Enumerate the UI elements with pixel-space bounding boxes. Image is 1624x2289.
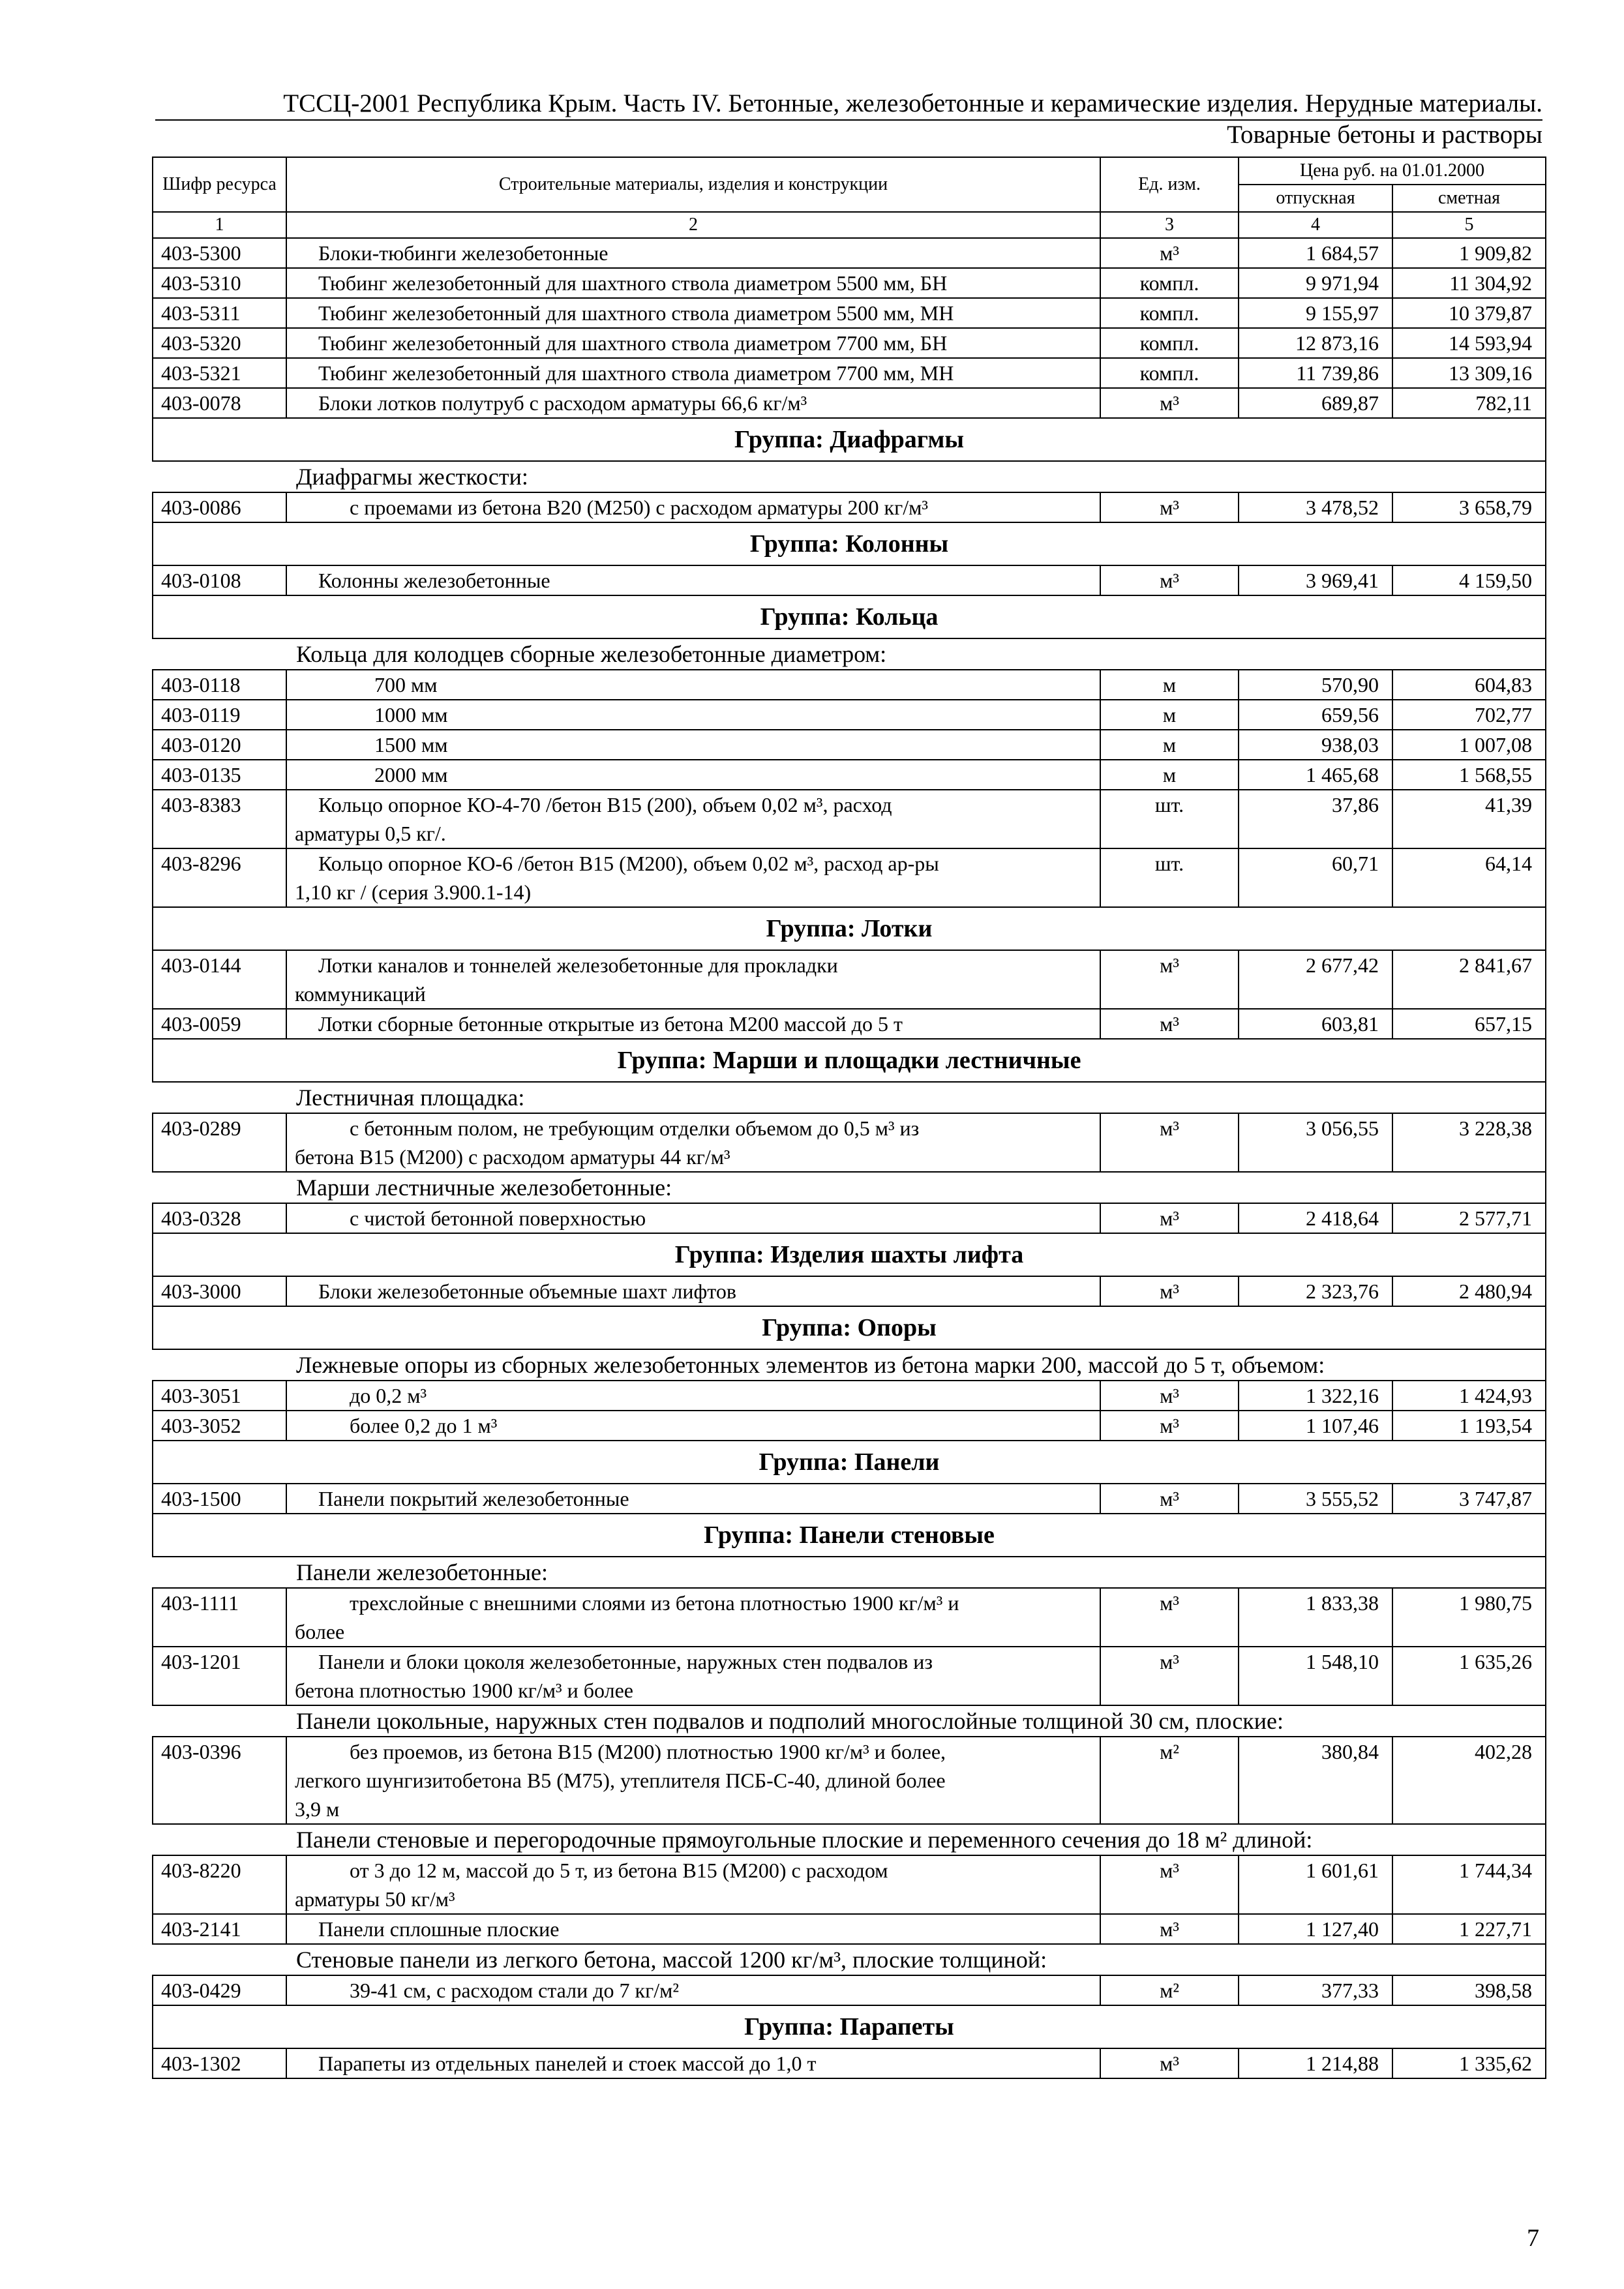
estimate-price: 702,77: [1392, 700, 1546, 730]
release-price: 1 322,16: [1239, 1381, 1392, 1411]
release-price: 1 833,38: [1239, 1588, 1392, 1647]
material-name: [286, 238, 1100, 268]
unit-cell: компл.: [1100, 268, 1239, 298]
unit-cell: м³: [1100, 565, 1239, 595]
group-title: Группа: Панели стеновые: [153, 1514, 1546, 1557]
material-name: [286, 298, 1100, 328]
resource-code: 403-1201: [153, 1647, 286, 1705]
col-number: 3: [1100, 212, 1239, 238]
subheading-text: Панели цокольные, наружных стен подвалов и подполий многослойные толщиной 30 см, плоские:: [153, 1705, 1546, 1737]
estimate-price: 2 577,71: [1392, 1203, 1546, 1233]
col-header-name: Строительные материалы, изделия и конструкции: [286, 157, 1100, 212]
table-row: [153, 238, 1546, 268]
resource-code: 403-8383: [153, 790, 286, 848]
release-price: 938,03: [1239, 730, 1392, 760]
release-price: 60,71: [1239, 848, 1392, 907]
material-name-line: Парапеты из отдельных панелей и стоек массой до 1,0 т: [318, 2052, 817, 2075]
group-header-row: [153, 1233, 1546, 1276]
resource-code: 403-0429: [153, 1975, 286, 2005]
material-name-line: с проемами из бетона В20 (М250) с расходом арматуры 200 кг/м³: [350, 496, 928, 519]
resource-code: 403-5311: [153, 298, 286, 328]
group-header-row: [153, 1514, 1546, 1557]
unit-cell: м: [1100, 730, 1239, 760]
group-title: Группа: Марши и площадки лестничные: [153, 1039, 1546, 1082]
resource-code: 403-1302: [153, 2048, 286, 2078]
release-price: 3 056,55: [1239, 1113, 1392, 1172]
unit-cell: м: [1100, 700, 1239, 730]
group-header-row: [153, 907, 1546, 950]
material-name-line: более: [295, 1620, 345, 1643]
material-name: [286, 1914, 1100, 1944]
unit-cell: м³: [1100, 238, 1239, 268]
material-name-line: Панели сплошные плоские: [318, 1917, 560, 1941]
release-price: 2 677,42: [1239, 950, 1392, 1009]
material-name-line: 1500 мм: [374, 733, 448, 756]
release-price: 37,86: [1239, 790, 1392, 848]
material-name: [286, 848, 1100, 907]
material-name-line: 3,9 м: [295, 1797, 340, 1821]
material-name: [286, 268, 1100, 298]
resource-code: 403-0328: [153, 1203, 286, 1233]
resource-code: 403-0120: [153, 730, 286, 760]
estimate-price: 14 593,94: [1392, 328, 1546, 358]
unit-cell: м³: [1100, 1914, 1239, 1944]
unit-cell: шт.: [1100, 848, 1239, 907]
material-name-line: с бетонным полом, не требующим отделки объемом до 0,5 м³ из: [350, 1116, 920, 1140]
resource-code: 403-3052: [153, 1411, 286, 1441]
unit-cell: м³: [1100, 1411, 1239, 1441]
unit-cell: м³: [1100, 2048, 1239, 2078]
unit-cell: компл.: [1100, 328, 1239, 358]
table-row: [153, 1737, 1546, 1824]
table-row: [153, 730, 1546, 760]
material-name: [286, 1009, 1100, 1039]
material-name-line: Лотки сборные бетонные открытые из бетона М200 массой до 5 т: [318, 1012, 903, 1036]
release-price: 377,33: [1239, 1975, 1392, 2005]
release-price: 570,90: [1239, 670, 1392, 700]
unit-cell: компл.: [1100, 298, 1239, 328]
resource-code: 403-5321: [153, 358, 286, 388]
material-name-line: Кольцо опорное КО-4-70 /бетон В15 (200), объем 0,02 м³, расход: [318, 793, 892, 816]
group-title: Группа: Лотки: [153, 907, 1546, 950]
estimate-price: 1 744,34: [1392, 1855, 1546, 1914]
subheading-row: [153, 1349, 1546, 1381]
material-name: [286, 1203, 1100, 1233]
unit-cell: м³: [1100, 1484, 1239, 1514]
material-name: [286, 1411, 1100, 1441]
estimate-price: 1 568,55: [1392, 760, 1546, 790]
material-name-line: с чистой бетонной поверхностью: [350, 1206, 646, 1230]
table-row: [153, 1276, 1546, 1306]
material-name: [286, 790, 1100, 848]
material-name: [286, 1113, 1100, 1172]
material-name: [286, 730, 1100, 760]
resource-code: 403-0289: [153, 1113, 286, 1172]
material-name: [286, 670, 1100, 700]
estimate-price: 1 335,62: [1392, 2048, 1546, 2078]
col-header-release: отпускная: [1239, 185, 1392, 212]
resource-code: 403-0396: [153, 1737, 286, 1824]
table-row: [153, 670, 1546, 700]
col-number: 2: [286, 212, 1100, 238]
subheading-text: Лежневые опоры из сборных железобетонных элементов из бетона марки 200, массой до 5 т, объемом:: [153, 1349, 1546, 1381]
subheading-row: [153, 1172, 1546, 1203]
table-row: [153, 1855, 1546, 1914]
col-header-price: Цена руб. на 01.01.2000: [1239, 157, 1546, 185]
unit-cell: м²: [1100, 1975, 1239, 2005]
release-price: 1 107,46: [1239, 1411, 1392, 1441]
unit-cell: шт.: [1100, 790, 1239, 848]
group-title: Группа: Опоры: [153, 1306, 1546, 1349]
estimate-price: 2 480,94: [1392, 1276, 1546, 1306]
unit-cell: м³: [1100, 388, 1239, 418]
release-price: 3 555,52: [1239, 1484, 1392, 1514]
release-price: 3 969,41: [1239, 565, 1392, 595]
estimate-price: 782,11: [1392, 388, 1546, 418]
unit-cell: м³: [1100, 1855, 1239, 1914]
material-name-line: Колонны железобетонные: [318, 569, 550, 592]
section-title: Товарные бетоны и растворы: [1227, 121, 1542, 149]
estimate-price: 4 159,50: [1392, 565, 1546, 595]
release-price: 1 548,10: [1239, 1647, 1392, 1705]
material-name-line: Блоки лотков полутруб с расходом арматуры 66,6 кг/м³: [318, 391, 807, 415]
subheading-text: Марши лестничные железобетонные:: [153, 1172, 1546, 1203]
resource-code: 403-8296: [153, 848, 286, 907]
estimate-price: 1 227,71: [1392, 1914, 1546, 1944]
material-name: [286, 492, 1100, 522]
material-name: [286, 358, 1100, 388]
unit-cell: м³: [1100, 1276, 1239, 1306]
release-price: 12 873,16: [1239, 328, 1392, 358]
estimate-price: 657,15: [1392, 1009, 1546, 1039]
group-header-row: [153, 2005, 1546, 2048]
material-name: [286, 760, 1100, 790]
unit-cell: м: [1100, 760, 1239, 790]
release-price: 11 739,86: [1239, 358, 1392, 388]
group-title: Группа: Диафрагмы: [153, 418, 1546, 461]
estimate-price: 64,14: [1392, 848, 1546, 907]
resource-code: 403-0059: [153, 1009, 286, 1039]
material-name: [286, 1975, 1100, 2005]
resource-code: 403-8220: [153, 1855, 286, 1914]
release-price: 9 971,94: [1239, 268, 1392, 298]
running-header: ТССЦ-2001 Республика Крым. Часть IV. Бетонные, железобетонные и керамические изделия. Нерудные материалы.: [283, 89, 1542, 117]
material-name: [286, 1381, 1100, 1411]
material-name-line: Блоки железобетонные объемные шахт лифтов: [318, 1279, 736, 1303]
material-name-line: до 0,2 м³: [350, 1384, 427, 1407]
material-name: [286, 1484, 1100, 1514]
table-row: [153, 565, 1546, 595]
release-price: 2 323,76: [1239, 1276, 1392, 1306]
material-name: [286, 565, 1100, 595]
table-row: [153, 1647, 1546, 1705]
table-row: [153, 1588, 1546, 1647]
resource-code: 403-0119: [153, 700, 286, 730]
unit-cell: м³: [1100, 1381, 1239, 1411]
material-name-line: от 3 до 12 м, массой до 5 т, из бетона В15 (М200) с расходом: [350, 1859, 888, 1882]
estimate-price: 604,83: [1392, 670, 1546, 700]
release-price: 9 155,97: [1239, 298, 1392, 328]
material-name-line: Лотки каналов и тоннелей железобетонные для прокладки: [318, 953, 838, 977]
estimate-price: 3 658,79: [1392, 492, 1546, 522]
col-number: 4: [1239, 212, 1392, 238]
table-row: [153, 358, 1546, 388]
table-row: [153, 1113, 1546, 1172]
material-name: [286, 1855, 1100, 1914]
table-row: [153, 388, 1546, 418]
estimate-price: 13 309,16: [1392, 358, 1546, 388]
col-header-estimate: сметная: [1392, 185, 1546, 212]
subheading-row: [153, 1082, 1546, 1113]
resource-code: 403-0135: [153, 760, 286, 790]
estimate-price: 3 228,38: [1392, 1113, 1546, 1172]
material-name: [286, 950, 1100, 1009]
material-name-line: 2000 мм: [374, 763, 448, 786]
group-header-row: [153, 1441, 1546, 1484]
material-name-line: 1,10 кг / (серия 3.900.1-14): [295, 880, 532, 904]
resource-code: 403-0144: [153, 950, 286, 1009]
group-header-row: [153, 595, 1546, 638]
table-row: [153, 700, 1546, 730]
unit-cell: м³: [1100, 1009, 1239, 1039]
group-title: Группа: Парапеты: [153, 2005, 1546, 2048]
price-table: [152, 157, 1546, 2079]
material-name: [286, 700, 1100, 730]
subheading-row: [153, 638, 1546, 670]
table-row: [153, 1411, 1546, 1441]
resource-code: 403-5320: [153, 328, 286, 358]
table-row: [153, 1009, 1546, 1039]
material-name-line: Панели и блоки цоколя железобетонные, наружных стен подвалов из: [318, 1650, 933, 1673]
col-number: 5: [1392, 212, 1546, 238]
material-name-line: Тюбинг железобетонный для шахтного ствола диаметром 7700 мм, БН: [318, 331, 948, 355]
col-header-code: Шифр ресурса: [153, 157, 286, 212]
table-row: [153, 492, 1546, 522]
release-price: 1 127,40: [1239, 1914, 1392, 1944]
subheading-text: Панели стеновые и перегородочные прямоугольные плоские и переменного сечения до 18 м² длиной:: [153, 1824, 1546, 1855]
group-header-row: [153, 418, 1546, 461]
resource-code: 403-1500: [153, 1484, 286, 1514]
material-name: [286, 1276, 1100, 1306]
resource-code: 403-0118: [153, 670, 286, 700]
release-price: 603,81: [1239, 1009, 1392, 1039]
material-name: [286, 1737, 1100, 1824]
resource-code: 403-0086: [153, 492, 286, 522]
release-price: 689,87: [1239, 388, 1392, 418]
material-name-line: Блоки-тюбинги железобетонные: [318, 241, 609, 265]
material-name-line: без проемов, из бетона В15 (М200) плотностью 1900 кг/м³ и более,: [350, 1740, 946, 1763]
material-name-line: арматуры 50 кг/м³: [295, 1887, 455, 1911]
material-name: [286, 1588, 1100, 1647]
unit-cell: м: [1100, 670, 1239, 700]
material-name-line: коммуникаций: [295, 982, 426, 1006]
unit-cell: м³: [1100, 1647, 1239, 1705]
estimate-price: 1 980,75: [1392, 1588, 1546, 1647]
page-number: 7: [1527, 2224, 1539, 2252]
table-row: [153, 760, 1546, 790]
table-row: [153, 1203, 1546, 1233]
table-row: [153, 328, 1546, 358]
group-title: Группа: Панели: [153, 1441, 1546, 1484]
resource-code: 403-0108: [153, 565, 286, 595]
material-name: [286, 2048, 1100, 2078]
group-header-row: [153, 522, 1546, 565]
subheading-text: Стеновые панели из легкого бетона, массой 1200 кг/м³, плоские толщиной:: [153, 1944, 1546, 1975]
material-name-line: Тюбинг железобетонный для шахтного ствола диаметром 5500 мм, МН: [318, 301, 954, 325]
col-header-unit: Ед. изм.: [1100, 157, 1239, 212]
group-title: Группа: Изделия шахты лифта: [153, 1233, 1546, 1276]
material-name: [286, 328, 1100, 358]
column-numbers-row: [153, 212, 1546, 238]
table-row: [153, 268, 1546, 298]
release-price: 659,56: [1239, 700, 1392, 730]
estimate-price: 1 193,54: [1392, 1411, 1546, 1441]
subheading-text: Лестничная площадка:: [153, 1082, 1546, 1113]
table-row: [153, 1914, 1546, 1944]
estimate-price: 402,28: [1392, 1737, 1546, 1824]
release-price: 2 418,64: [1239, 1203, 1392, 1233]
estimate-price: 11 304,92: [1392, 268, 1546, 298]
material-name-line: более 0,2 до 1 м³: [350, 1414, 498, 1437]
estimate-price: 1 635,26: [1392, 1647, 1546, 1705]
material-name-line: арматуры 0,5 кг/.: [295, 822, 446, 845]
material-name-line: Панели покрытий железобетонные: [318, 1487, 629, 1510]
release-price: 1 465,68: [1239, 760, 1392, 790]
release-price: 1 684,57: [1239, 238, 1392, 268]
subheading-text: Кольца для колодцев сборные железобетонные диаметром:: [153, 638, 1546, 670]
estimate-price: 1 424,93: [1392, 1381, 1546, 1411]
unit-cell: м²: [1100, 1737, 1239, 1824]
estimate-price: 41,39: [1392, 790, 1546, 848]
col-number: 1: [153, 212, 286, 238]
unit-cell: м³: [1100, 950, 1239, 1009]
material-name-line: 39-41 см, с расходом стали до 7 кг/м²: [350, 1979, 679, 2002]
table-row: [153, 848, 1546, 907]
material-name-line: Тюбинг железобетонный для шахтного ствола диаметром 5500 мм, БН: [318, 271, 948, 295]
subheading-text: Панели железобетонные:: [153, 1557, 1546, 1588]
unit-cell: м³: [1100, 492, 1239, 522]
estimate-price: 2 841,67: [1392, 950, 1546, 1009]
subheading-row: [153, 461, 1546, 492]
group-title: Группа: Кольца: [153, 595, 1546, 638]
estimate-price: 1 007,08: [1392, 730, 1546, 760]
group-header-row: [153, 1039, 1546, 1082]
table-row: [153, 950, 1546, 1009]
unit-cell: м³: [1100, 1113, 1239, 1172]
subheading-row: [153, 1944, 1546, 1975]
table-row: [153, 1484, 1546, 1514]
resource-code: 403-5300: [153, 238, 286, 268]
table-row: [153, 1975, 1546, 2005]
material-name-line: трехслойные с внешними слоями из бетона плотностью 1900 кг/м³ и: [350, 1591, 959, 1615]
material-name-line: легкого шунгизитобетона В5 (М75), утеплителя ПСБ-С-40, длиной более: [295, 1769, 946, 1792]
estimate-price: 3 747,87: [1392, 1484, 1546, 1514]
table-row: [153, 2048, 1546, 2078]
group-header-row: [153, 1306, 1546, 1349]
group-title: Группа: Колонны: [153, 522, 1546, 565]
estimate-price: 10 379,87: [1392, 298, 1546, 328]
table-row: [153, 790, 1546, 848]
resource-code: 403-0078: [153, 388, 286, 418]
resource-code: 403-3051: [153, 1381, 286, 1411]
estimate-price: 1 909,82: [1392, 238, 1546, 268]
material-name: [286, 1647, 1100, 1705]
subheading-row: [153, 1557, 1546, 1588]
release-price: 1 601,61: [1239, 1855, 1392, 1914]
subheading-text: Диафрагмы жесткости:: [153, 461, 1546, 492]
material-name-line: бетона плотностью 1900 кг/м³ и более: [295, 1679, 633, 1702]
material-name-line: бетона В15 (М200) с расходом арматуры 44 кг/м³: [295, 1145, 730, 1169]
unit-cell: м³: [1100, 1203, 1239, 1233]
material-name-line: Тюбинг железобетонный для шахтного ствола диаметром 7700 мм, МН: [318, 361, 954, 385]
material-name-line: 700 мм: [374, 673, 438, 696]
table-row: [153, 1381, 1546, 1411]
release-price: 3 478,52: [1239, 492, 1392, 522]
resource-code: 403-2141: [153, 1914, 286, 1944]
release-price: 1 214,88: [1239, 2048, 1392, 2078]
resource-code: 403-5310: [153, 268, 286, 298]
material-name-line: Кольцо опорное КО-6 /бетон В15 (М200), объем 0,02 м³, расход ар-ры: [318, 852, 939, 875]
material-name-line: 1000 мм: [374, 703, 448, 726]
table-row: [153, 298, 1546, 328]
resource-code: 403-1111: [153, 1588, 286, 1647]
unit-cell: м³: [1100, 1588, 1239, 1647]
release-price: 380,84: [1239, 1737, 1392, 1824]
estimate-price: 398,58: [1392, 1975, 1546, 2005]
table-body: [153, 238, 1546, 2078]
resource-code: 403-3000: [153, 1276, 286, 1306]
unit-cell: компл.: [1100, 358, 1239, 388]
material-name: [286, 388, 1100, 418]
subheading-row: [153, 1824, 1546, 1855]
subheading-row: [153, 1705, 1546, 1737]
